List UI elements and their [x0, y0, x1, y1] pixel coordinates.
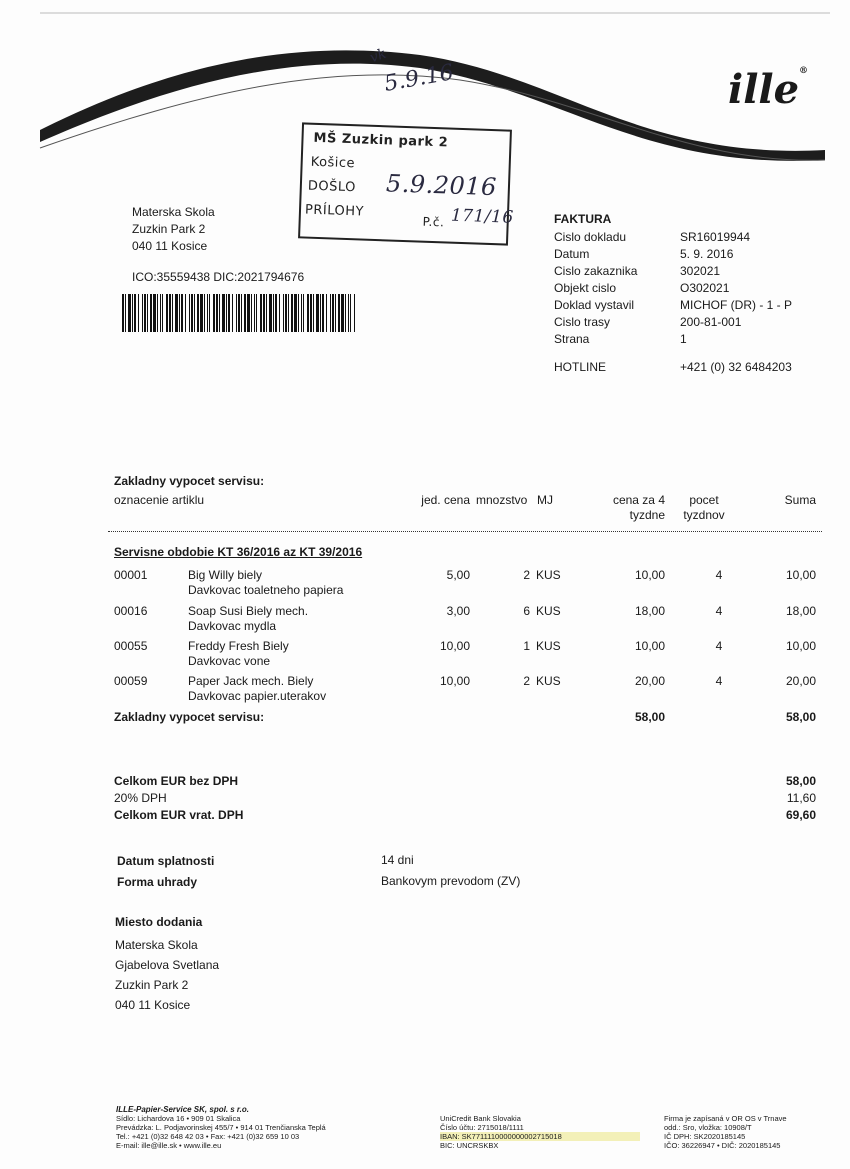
row-unit: KUS [536, 568, 561, 582]
barcode-bar [194, 294, 195, 332]
service-period: Servisne obdobie KT 36/2016 az KT 39/2016 [114, 545, 363, 559]
subtotal-label: Zakladny vypocet servisu: [114, 710, 265, 724]
header-weeks: pocet tyzdnov [683, 493, 725, 522]
barcode-bar [160, 294, 161, 332]
company-logo [728, 66, 808, 113]
barcode-bar [247, 294, 250, 332]
recipient-city: 040 11 Kosice [132, 239, 208, 253]
barcode-bar [256, 294, 257, 332]
stamp-line2: Košice [310, 154, 356, 172]
barcode-bar [189, 294, 190, 332]
stamp-line1: MŠ Zuzkin park 2 [313, 130, 449, 151]
barcode-bar [138, 294, 139, 332]
barcode-bar [166, 294, 168, 332]
invoice-title: FAKTURA [554, 212, 612, 226]
barcode-bar [125, 294, 126, 332]
barcode-bar [330, 294, 331, 332]
subtotal-sum: 58,00 [785, 710, 816, 724]
row-desc: Davkovac vone [188, 654, 271, 668]
barcode-bar [291, 294, 293, 332]
barcode-bar [144, 294, 146, 332]
row-name: Soap Susi Biely mech. [188, 604, 309, 618]
barcode-bar [338, 294, 340, 332]
barcode-bar [232, 294, 233, 332]
subtotal-price4: 58,00 [634, 710, 665, 724]
barcode-bar [209, 294, 210, 332]
barcode-bar [354, 294, 355, 332]
hotline-value: +421 (0) 32 6484203 [680, 360, 792, 374]
net-total-value: 58,00 [785, 774, 816, 788]
barcode-bar [301, 294, 302, 332]
delivery-title: Miesto dodania [115, 915, 203, 929]
barcode-bar [303, 294, 304, 332]
barcode-bar [251, 294, 252, 332]
barcode-bar [175, 294, 178, 332]
vat-value: 11,60 [786, 791, 816, 805]
barcode-bar [185, 294, 186, 332]
row-name: Freddy Fresh Biely [188, 639, 289, 653]
barcode-bar [345, 294, 346, 332]
recipient-ids: ICO:35559438 DIC:2021794676 [132, 270, 305, 284]
barcode-bar [283, 294, 284, 332]
row-unit-price: 5,00 [446, 568, 470, 582]
barcode-bar [279, 294, 280, 332]
barcode-bar [326, 294, 327, 332]
barcode-bar [207, 294, 208, 332]
table-row [0, 604, 850, 638]
barcode-bar [260, 294, 262, 332]
barcode-bar [179, 294, 180, 332]
handwritten-note: vk [367, 45, 389, 67]
gross-total-value: 69,60 [785, 808, 816, 822]
row-weeks: 4 [715, 604, 723, 618]
footer-line: Sídlo: Lichardova 16 • 909 01 Skalica [116, 1114, 241, 1123]
footer-line: odd.: Sro, vložka: 10908/T [664, 1123, 752, 1132]
barcode-bar [335, 294, 336, 332]
invoice-field: Datum 5. 9. 2016 [554, 247, 734, 261]
barcode-bar [307, 294, 309, 332]
row-price4: 20,00 [634, 674, 665, 688]
barcode-bar [294, 294, 297, 332]
footer-line: UniCredit Bank Slovakia [440, 1114, 521, 1123]
logo-text: ille [728, 66, 800, 113]
barcode-bar [226, 294, 227, 332]
row-unit-price: 3,00 [446, 604, 470, 618]
barcode-bar [241, 294, 242, 332]
delivery-line: 040 11 Kosice [115, 998, 191, 1012]
row-code: 00001 [114, 568, 148, 582]
stamp-received-date: 5.9.2016 [385, 169, 498, 202]
row-qty: 1 [523, 639, 530, 653]
barcode-bar [219, 294, 220, 332]
barcode-bar [200, 294, 203, 332]
delivery-line: Gjabelova Svetlana [115, 958, 220, 972]
header-sum: Suma [784, 493, 816, 507]
barcode-bar [150, 294, 152, 332]
net-total-label: Celkom EUR bez DPH [114, 774, 239, 788]
stamp-line4-suffix: P.č. [422, 214, 445, 230]
recipient-name: Materska Skola [132, 205, 215, 219]
handwritten-date: 5.9.16 [382, 60, 456, 97]
barcode-bar [222, 294, 225, 332]
barcode-bar [134, 294, 136, 332]
footer-line: E-mail: ille@ille.sk • www.ille.eu [116, 1141, 222, 1150]
row-code: 00055 [114, 639, 148, 653]
payment-method-label: Forma uhrady [117, 875, 198, 889]
barcode-bar [350, 294, 351, 332]
table-section-title: Zakladny vypocet servisu: [114, 474, 265, 488]
barcode-bar [341, 294, 344, 332]
barcode-bar [273, 294, 274, 332]
invoice-fields [554, 229, 792, 348]
row-qty: 2 [523, 568, 530, 582]
row-price4: 10,00 [634, 639, 665, 653]
barcode-bar [310, 294, 312, 332]
barcode-bar [142, 294, 143, 332]
footer-line: IČ DPH: SK2020185145 [664, 1132, 746, 1141]
barcode-bar [238, 294, 240, 332]
invoice-field: Doklad vystavil MICHOF (DR) - 1 - P [554, 298, 792, 312]
vat-label: 20% DPH [114, 791, 167, 805]
barcode-bar [162, 294, 163, 332]
header-unit: MJ [537, 493, 553, 507]
barcode-bar [181, 294, 183, 332]
footer-bank-info [440, 1114, 640, 1150]
table-row [0, 639, 850, 673]
table-header-divider [108, 531, 822, 532]
barcode-bar [172, 294, 173, 332]
footer-line: Číslo účtu: 2715018/1111 [440, 1123, 524, 1132]
row-unit-price: 10,00 [439, 674, 470, 688]
barcode-bar [269, 294, 272, 332]
row-price4: 18,00 [634, 604, 665, 618]
due-date-label: Datum splatnosti [117, 854, 215, 868]
row-unit: KUS [536, 604, 561, 618]
received-stamp [298, 122, 515, 245]
barcode-bar [298, 294, 299, 332]
footer-company-info [116, 1105, 396, 1150]
footer-company-name: ILLE-Papier-Service SK, spol. s r.o. [116, 1105, 249, 1114]
row-code: 00059 [114, 674, 148, 688]
invoice-field: Strana 1 [554, 332, 687, 346]
delivery-line: Zuzkin Park 2 [115, 978, 189, 992]
row-code: 00016 [114, 604, 148, 618]
barcode-bar [263, 294, 265, 332]
row-sum: 18,00 [785, 604, 816, 618]
header-unit-price: jed. cena [421, 493, 470, 507]
row-desc: Davkovac toaletneho papiera [188, 583, 344, 597]
header-article: oznacenie artiklu [114, 493, 205, 507]
row-qty: 2 [523, 674, 530, 688]
hotline-label: HOTLINE [554, 360, 607, 374]
barcode-bar [132, 294, 133, 332]
barcode-bar [216, 294, 218, 332]
barcode-bar [275, 294, 277, 332]
row-name: Big Willy biely [188, 568, 263, 582]
barcode-bar [332, 294, 334, 332]
row-desc: Davkovac mydla [188, 619, 277, 633]
delivery-address [115, 935, 219, 1015]
row-sum: 20,00 [785, 674, 816, 688]
row-unit: KUS [536, 639, 561, 653]
barcode-bar [266, 294, 267, 332]
row-weeks: 4 [715, 639, 723, 653]
footer-line: Prevádzka: L. Podjavorinskej 455/7 • 914 01 Trenčianska Teplá [116, 1123, 326, 1132]
footer-line: Tel.: +421 (0)32 648 42 03 • Fax: +421 (0)32 659 10 03 [116, 1132, 300, 1141]
stamp-reference-number: 171/16 [450, 205, 515, 228]
footer-line: IČO: 36226947 • DIČ: 2020185145 [664, 1141, 781, 1150]
row-price4: 10,00 [634, 568, 665, 582]
stamp-line3-label: DOŠLO [307, 178, 357, 196]
stamp-line4-label: PRÍLOHY [304, 202, 365, 220]
footer-line: Firma je zapísaná v OR OS v Trnave [664, 1114, 787, 1123]
barcode-bar [320, 294, 321, 332]
row-sum: 10,00 [785, 639, 816, 653]
barcode-bar [128, 294, 131, 332]
barcode-bar [213, 294, 215, 332]
barcode-bar [153, 294, 156, 332]
recipient-address [132, 204, 215, 255]
footer-line: IBAN: SK7711110000000002715018 [440, 1132, 640, 1141]
barcode-bar [316, 294, 319, 332]
row-weeks: 4 [715, 568, 723, 582]
barcode-bar [147, 294, 148, 332]
barcode [122, 294, 355, 332]
registered-mark: ® [799, 66, 809, 76]
row-unit: KUS [536, 674, 561, 688]
payment-method-value: Bankovym prevodom (ZV) [381, 874, 521, 888]
row-name: Paper Jack mech. Biely [188, 674, 314, 688]
invoice-field: Cislo dokladu SR16019944 [554, 230, 751, 244]
delivery-line: Materska Skola [115, 938, 198, 952]
hotline-row [554, 360, 792, 374]
barcode-bar [313, 294, 314, 332]
table-row [0, 674, 850, 708]
barcode-bar [322, 294, 324, 332]
row-desc: Davkovac papier.uterakov [188, 689, 327, 703]
invoice-field: Cislo trasy 200-81-001 [554, 315, 742, 329]
footer-line: BIC: UNCRSKBX [440, 1141, 499, 1150]
barcode-bar [204, 294, 205, 332]
row-qty: 6 [523, 604, 530, 618]
invoice-field: Cislo zakaznika 302021 [554, 264, 721, 278]
table-row [0, 568, 850, 602]
barcode-bar [285, 294, 287, 332]
header-price-4-weeks: cena za 4 tyzdne [612, 493, 665, 522]
barcode-bar [288, 294, 289, 332]
barcode-bar [348, 294, 349, 332]
row-weeks: 4 [715, 674, 723, 688]
row-unit-price: 10,00 [439, 639, 470, 653]
barcode-bar [197, 294, 199, 332]
barcode-bar [191, 294, 193, 332]
row-sum: 10,00 [785, 568, 816, 582]
due-date-value: 14 dni [381, 853, 414, 867]
recipient-street: Zuzkin Park 2 [132, 222, 206, 236]
barcode-bar [244, 294, 246, 332]
barcode-bar [228, 294, 230, 332]
footer-registration-info [664, 1114, 844, 1150]
barcode-bar [169, 294, 171, 332]
gross-total-label: Celkom EUR vrat. DPH [114, 808, 244, 822]
invoice-field: Objekt cislo O302021 [554, 281, 730, 295]
barcode-bar [236, 294, 237, 332]
barcode-bar [122, 294, 124, 332]
header-quantity: mnozstvo [476, 493, 528, 507]
barcode-bar [254, 294, 255, 332]
barcode-bar [157, 294, 158, 332]
